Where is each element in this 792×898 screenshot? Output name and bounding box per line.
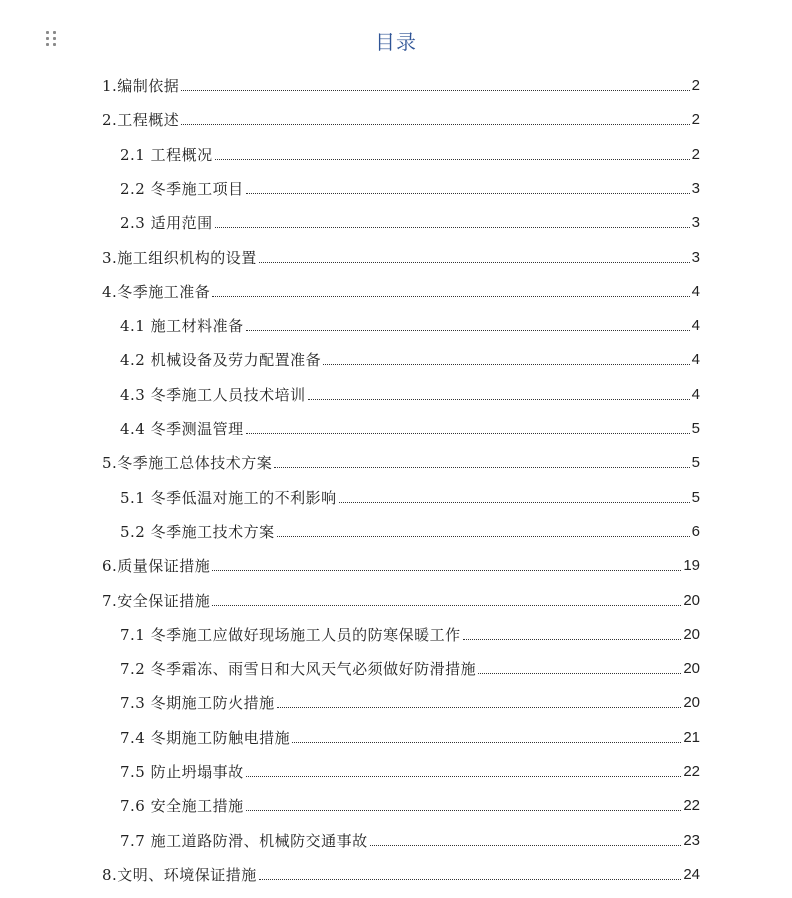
toc-entry-label: 7.7 施工道路防滑、机械防交通事故 [120,831,368,850]
toc-dot-leader [181,90,689,91]
toc-entry[interactable] [102,861,700,885]
toc-entry[interactable] [120,518,700,542]
toc-entry-page-number: 5 [691,488,700,506]
toc-dot-leader [370,845,682,846]
toc-entry-page-number: 3 [691,248,700,266]
toc-dot-leader [246,776,682,777]
toc-entry[interactable] [120,346,700,370]
toc-entry-label: 6.质量保证措施 [102,557,211,576]
toc-entry-label: 8.文明、环境保证措施 [102,865,257,884]
toc-entry-label: 4.4 冬季测温管理 [120,420,244,438]
toc-entry-page-number: 2 [691,111,700,129]
toc-entry-label: 7.1 冬季施工应做好现场施工人员的防寒保暖工作 [120,625,461,644]
toc-entry-label: 7.2 冬季霜冻、雨雪日和大风天气必须做好防滑措施 [120,660,477,679]
toc-dot-leader [463,639,682,640]
toc-entry[interactable] [120,792,700,816]
toc-dot-leader [181,124,689,125]
toc-entry-page-number: 4 [691,282,700,300]
toc-dot-leader [478,673,681,674]
toc-entry-label: 2.2 冬季施工项目 [120,179,244,198]
toc-entry-page-number: 2 [691,77,700,94]
toc-entry-page-number: 22 [683,797,700,815]
toc-entry-label: 5.冬季施工总体技术方案 [102,454,273,473]
toc-dot-leader [212,570,681,571]
toc-dot-leader [246,193,690,194]
toc-entry-page-number: 22 [683,763,700,780]
toc-dot-leader [292,742,681,743]
toc-entry-page-number: 4 [691,385,700,403]
toc-entry-label: 7.3 冬期施工防火措施 [120,694,275,713]
toc-entry[interactable] [102,72,700,96]
toc-entry[interactable] [102,587,700,611]
toc-entry-page-number: 6 [691,522,700,540]
toc-entry[interactable] [120,175,700,199]
toc-dot-leader [308,399,690,400]
toc-entry[interactable] [120,689,700,713]
toc-entry[interactable] [102,244,700,268]
toc-dot-leader [212,296,689,297]
toc-entry-page-number: 20 [683,660,700,678]
toc-dot-leader [215,227,690,228]
toc-entry-label: 4.1 施工材料准备 [120,317,244,336]
toc-entry[interactable] [120,621,700,645]
toc-entry-label: 2.1 工程概况 [120,145,213,164]
toc-entry[interactable] [120,141,700,165]
toc-entry-page-number: 4 [691,351,700,369]
toc-entry-page-number: 19 [683,557,700,575]
toc-entry-page-number: 4 [691,317,700,335]
toc-dot-leader [259,262,690,263]
toc-entry[interactable] [120,758,700,782]
toc-dot-leader [246,810,682,811]
toc-entry[interactable] [120,484,700,508]
toc-entry-label: 7.安全保证措施 [102,591,211,610]
toc-entry-label: 5.1 冬季低温对施工的不利影响 [120,488,337,507]
toc-entry-page-number: 23 [683,831,700,849]
toc-entry-label: 5.2 冬季施工技术方案 [120,522,275,541]
toc-dot-leader [277,536,690,537]
toc-entry-label: 4.冬季施工准备 [102,282,211,301]
toc-entry-page-number: 2 [691,145,700,163]
toc-entry-page-number: 20 [683,591,700,609]
toc-title: 目录 [375,30,417,54]
toc-entry-page-number: 20 [683,694,700,712]
toc-entry[interactable] [120,415,700,439]
toc-dot-leader [339,502,690,503]
toc-dot-leader [246,330,690,331]
toc-entry[interactable] [120,312,700,336]
toc-entry-label: 2.工程概述 [102,111,180,130]
toc-dot-leader [259,879,682,880]
toc-entry[interactable] [120,724,700,748]
toc-dot-leader [323,364,690,365]
toc-entry-label: 2.3 适用范围 [120,214,213,233]
toc-dot-leader [246,433,690,434]
toc-entry-label: 4.2 机械设备及劳力配置准备 [120,351,322,370]
toc-entry[interactable] [102,106,700,130]
toc-entry[interactable] [120,381,700,405]
toc-dot-leader [274,467,689,468]
toc-entry-page-number: 5 [691,420,700,437]
toc-entry[interactable] [120,827,700,851]
toc-entry-page-number: 20 [683,625,700,643]
toc-entry[interactable] [120,209,700,233]
toc-dot-leader [212,605,681,606]
toc-entry-page-number: 3 [691,214,700,232]
toc-entry[interactable] [102,278,700,302]
toc-entry[interactable] [120,655,700,679]
toc-entry-page-number: 3 [691,179,700,197]
toc-entry-label: 4.3 冬季施工人员技术培训 [120,385,306,404]
toc-dot-leader [215,159,690,160]
toc-entry-page-number: 5 [691,454,700,472]
toc-entry-label: 7.5 防止坍塌事故 [120,763,244,781]
toc-entry[interactable] [102,449,700,473]
toc-entry-page-number: 24 [683,865,700,883]
toc-dot-leader [277,707,682,708]
toc-entry-label: 7.4 冬期施工防触电措施 [120,728,291,747]
toc-entry[interactable] [102,552,700,576]
toc-entry-page-number: 21 [683,728,700,746]
toc-entry-label: 3.施工组织机构的设置 [102,248,257,267]
toc-entry-label: 7.6 安全施工措施 [120,797,244,816]
toc-entry-label: 1.编制依据 [102,77,180,95]
